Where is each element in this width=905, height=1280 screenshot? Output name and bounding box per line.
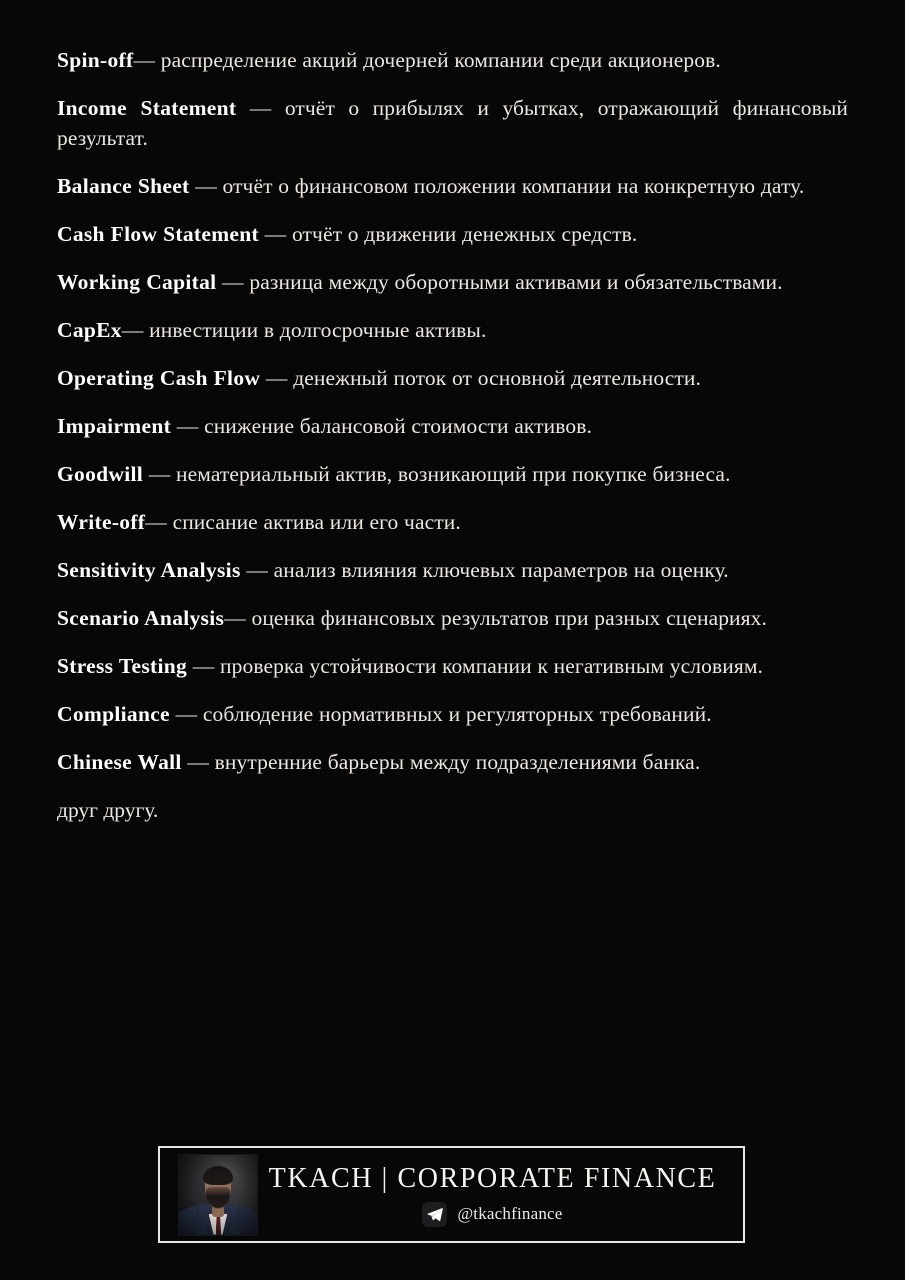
glossary-definition: отчёт о финансовом положении компании на конкретную дату.: [222, 174, 805, 198]
glossary-definition: оценка финансовых результатов при разных сценариях.: [251, 606, 767, 630]
glossary-entry: [57, 411, 848, 441]
glossary-term: Scenario Analysis: [57, 606, 225, 630]
glossary-entry: [57, 699, 848, 729]
telegram-icon[interactable]: [422, 1202, 447, 1227]
glossary-definition: списание актива или его части.: [172, 510, 461, 534]
telegram-handle[interactable]: @tkachfinance: [457, 1204, 563, 1223]
glossary-term: Sensitivity Analysis: [57, 558, 241, 582]
glossary-entry: [57, 171, 848, 201]
glossary-definition: снижение балансовой стоимости активов.: [204, 414, 592, 438]
glossary-term: Compliance: [57, 702, 170, 726]
glossary-definition: анализ влияния ключевых параметров на оценку.: [273, 558, 729, 582]
term-dash: —: [224, 606, 246, 630]
glossary-term: Spin-off: [57, 48, 134, 72]
glossary-definition: нематериальный актив, возникающий при покупке бизнеса.: [176, 462, 731, 486]
term-dash: —: [175, 702, 198, 726]
term-dash: —: [265, 366, 288, 390]
glossary-term: Stress Testing: [57, 654, 188, 678]
glossary-entry: [57, 93, 848, 153]
glossary-list: [57, 45, 848, 825]
glossary-entry: [57, 219, 848, 249]
glossary-entry: [57, 507, 848, 537]
term-dash: —: [133, 48, 156, 72]
glossary-entry: [57, 363, 848, 393]
glossary-entry: [57, 747, 848, 777]
term-dash: —: [222, 270, 244, 294]
glossary-definition: соблюдение нормативных и регуляторных требований.: [202, 702, 712, 726]
glossary-entry: [57, 315, 848, 345]
glossary-definition: проверка устойчивости компании к негативным условиям.: [220, 654, 763, 678]
brand-footer-card: [158, 1146, 745, 1243]
glossary-definition: денежный поток от основной деятельности.: [293, 366, 701, 390]
glossary-definition: распределение акций дочерней компании среди акционеров.: [160, 48, 721, 72]
term-dash: —: [249, 96, 272, 120]
term-dash: —: [176, 414, 199, 438]
glossary-definition: разница между оборотными активами и обязательствами.: [249, 270, 783, 294]
glossary-entry: [57, 555, 848, 585]
term-dash: —: [187, 750, 209, 774]
glossary-entry: [57, 267, 848, 297]
term-dash: —: [192, 654, 215, 678]
glossary-definition: отчёт о движении денежных средств.: [291, 222, 638, 246]
glossary-entry: [57, 651, 848, 681]
glossary-entry: [57, 45, 848, 75]
brand-text-block: [258, 1163, 743, 1227]
glossary-definition: инвестиции в долгосрочные активы.: [149, 318, 487, 342]
term-dash: —: [121, 318, 144, 342]
glossary-definition: внутренние барьеры между подразделениями банка.: [214, 750, 701, 774]
glossary-term: Impairment: [57, 414, 172, 438]
glossary-definition: отчёт о прибылях и убытках, отражающий финансовый результат.: [57, 96, 848, 150]
trailing-text-line: друг другу.: [57, 798, 159, 822]
glossary-term: Operating Cash Flow: [57, 366, 261, 390]
term-dash: —: [195, 174, 217, 198]
term-dash: —: [246, 558, 268, 582]
glossary-entry: [57, 459, 848, 489]
avatar: [178, 1154, 258, 1236]
glossary-term: Cash Flow Statement: [57, 222, 259, 246]
telegram-handle-row[interactable]: [422, 1202, 562, 1227]
avatar-vignette: [179, 1155, 257, 1235]
glossary-term: Balance Sheet: [57, 174, 190, 198]
term-dash: —: [148, 462, 171, 486]
term-dash: —: [145, 510, 167, 534]
glossary-term: CapEx: [57, 318, 122, 342]
glossary-entry: [57, 603, 848, 633]
term-dash: —: [264, 222, 287, 246]
brand-title: TKACH | CORPORATE FINANCE: [268, 1162, 717, 1194]
glossary-term: Income Statement: [57, 96, 237, 120]
glossary-term: Goodwill: [57, 462, 144, 486]
glossary-term: Chinese Wall: [57, 750, 182, 774]
glossary-term: Write-off: [57, 510, 146, 534]
glossary-term: Working Capital: [57, 270, 217, 294]
